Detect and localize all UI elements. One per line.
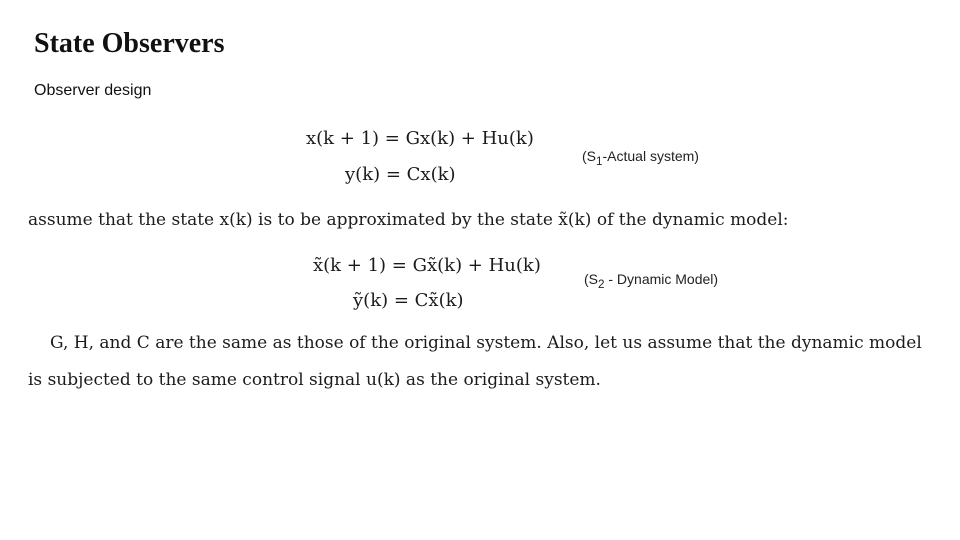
- control-signal-text: is subjected to the same control signal u(k) as the original system.: [28, 370, 601, 390]
- s1-subscript: 1: [596, 154, 603, 168]
- s1-prefix: (S: [582, 148, 596, 164]
- s2-label: [584, 271, 718, 291]
- same-matrices-text: G, H, and C are the same as those of the original system. Also, let us assume that the dynamic model: [50, 333, 922, 353]
- slide-subtitle: Observer design: [34, 82, 152, 99]
- assume-text: assume that the state x(k) is to be approximated by the state x̃(k) of the dynamic model:: [28, 210, 789, 230]
- actual-output-equation: y(k) = Cx(k): [345, 164, 456, 185]
- slide-title: State Observers: [34, 28, 225, 59]
- s2-suffix: - Dynamic Model): [604, 271, 719, 287]
- s1-label: [582, 148, 699, 168]
- s1-suffix: -Actual system): [602, 148, 699, 164]
- model-state-equation: x̃(k + 1) = Gx̃(k) + Hu(k): [313, 255, 541, 276]
- actual-state-equation: x(k + 1) = Gx(k) + Hu(k): [306, 128, 534, 149]
- s2-prefix: (S: [584, 271, 598, 287]
- s2-subscript: 2: [598, 277, 605, 291]
- model-output-equation: ỹ(k) = Cx̃(k): [353, 290, 464, 311]
